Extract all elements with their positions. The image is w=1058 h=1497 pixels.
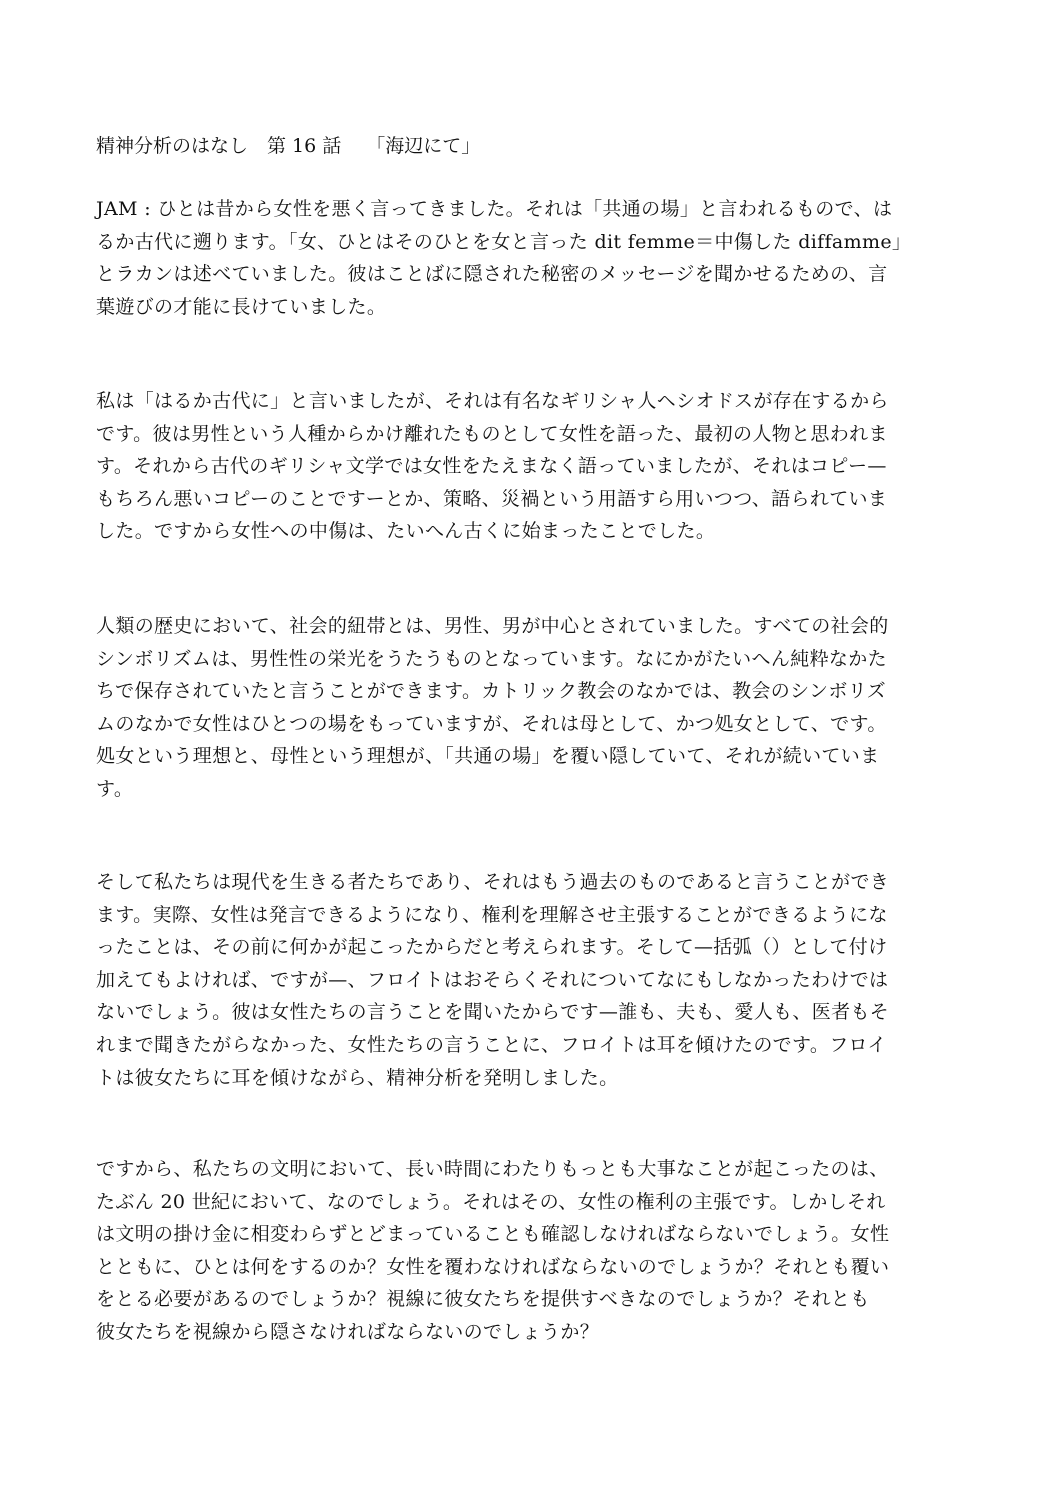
paragraph-line: もちろん悪いコピーのことですーとか、策略、災禍という用語すら用いつつ、語られていま [96, 487, 888, 510]
paragraph-line: シンボリズムは、男性性の栄光をうたうものとなっています。なにかがたいへん純粋なかた [96, 647, 887, 670]
paragraph-line: 葉遊びの才能に長けていました。 [96, 295, 387, 318]
paragraph-3 [96, 610, 966, 806]
paragraph-line: す。それから古代のギリシャ文学では女性をたえまなく語っていましたが、それはコピー— [96, 455, 887, 478]
paragraph-line: トは彼女たちに耳を傾けながら、精神分析を発明しました。 [96, 1066, 619, 1089]
paragraph-line: るか古代に遡ります。「女、ひとはそのひとを女と言った dit femme＝中傷した diffamme」 [96, 230, 912, 253]
paragraph-line: ですから、私たちの文明において、長い時間にわたりもっとも大事なことが起こったのは、 [96, 1158, 889, 1180]
paragraph-line: した。ですから女性への中傷は、たいへん古くに始まったことでした。 [96, 520, 716, 543]
paragraph-line: ムのなかで女性はひとつの場をもっていますが、それは母として、かつ処女として、です。 [96, 712, 887, 735]
paragraph-5 [96, 1153, 966, 1349]
paragraph-line: 人類の歴史において、社会的紐帯とは、男性、男が中心とされていました。すべての社会的 [96, 615, 889, 637]
paragraph-line: です。彼は男性という人種からかけ離れたものとして女性を語った、最初の人物と思われま [96, 422, 888, 445]
paragraph-line: ったことは、その前に何かが起こったからだと考えられます。そして—括弧（）として付け [96, 936, 888, 959]
paragraph-line: ちで保存されていたと言うことができます。カトリック教会のなかでは、教会のシンボリズ [96, 680, 887, 703]
paragraph-line: たぶん 20 世紀において、なのでしょう。それはその、女性の権利の主張です。しかしそれ [96, 1190, 886, 1213]
paragraph-line: 彼女たちを視線から隠さなければならないのでしょうか？ [96, 1320, 600, 1343]
paragraph-line: をとる必要があるのでしょうか？視線に彼女たちを提供すべきなのでしょうか？それとも [96, 1288, 870, 1311]
paragraph-4 [96, 866, 966, 1094]
paragraph-line: れまで聞きたがらなかった、女性たちの言うことに、フロイトは耳を傾けたのです。フロイ [96, 1033, 887, 1056]
paragraph-line: 処女という理想と、母性という理想が、「共通の場」を覆い隠していて、それが続いていま [96, 745, 880, 768]
paragraph-line: す。 [96, 777, 134, 800]
paragraph-line: JAM : ひとは昔から女性を悪く言ってきました。それは「共通の場」と言われるもので、は [96, 198, 893, 220]
paragraph-line: そして私たちは現代を生きる者たちであり、それはもう過去のものであると言うことができ [96, 871, 890, 893]
paragraph-line: 私は「はるか古代に」と言いましたが、それは有名なギリシャ人ヘシオドスが存在するから [96, 390, 889, 412]
paragraph-line: 加えてもよければ、ですが—、フロイトはおそらくそれについてなにもしなかったわけでは [96, 968, 889, 991]
paragraph-line: は文明の掛け金に相変わらずとどまっていることも確認しなければならないでしょう。女性 [96, 1223, 890, 1246]
paragraph-line: ます。実際、女性は発言できるようになり、権利を理解させ主張することができるようにな [96, 903, 888, 926]
paragraph-line: とともに、ひとは何をするのか？女性を覆わなければならないのでしょうか？それとも覆い [96, 1255, 890, 1278]
paragraph-line: とラカンは述べていました。彼はことばに隠された秘密のメッセージを聞かせるための、言 [96, 263, 888, 286]
paragraph-1 [96, 193, 966, 323]
paragraph-2 [96, 385, 966, 548]
paragraph-line: ないでしょう。彼は女性たちの言うことを聞いたからです—誰も、夫も、愛人も、医者もそ [96, 1001, 890, 1024]
document-title: 精神分析のはなし 第 16 話 「海辺にて」 [96, 135, 481, 157]
